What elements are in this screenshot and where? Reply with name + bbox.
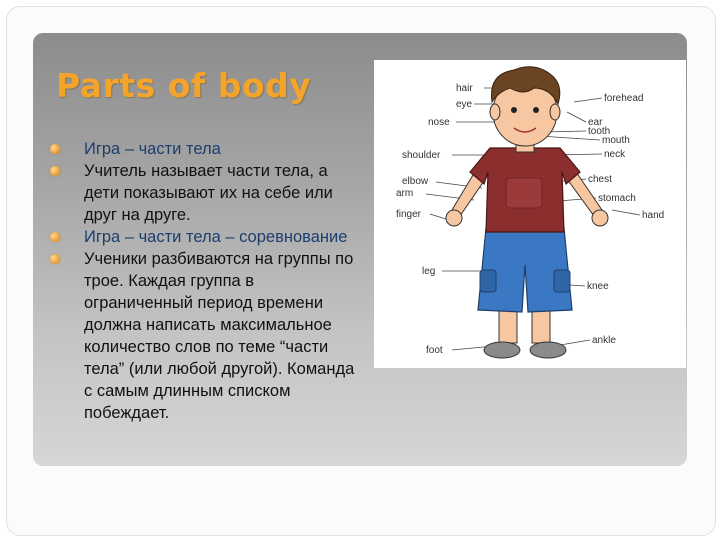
bullet-marker-icon <box>50 232 60 242</box>
label-forehead: forehead <box>604 93 644 104</box>
bullet-text: Учитель называет части тела, а дети показывают их на себе или друг на друге. <box>84 162 333 224</box>
label-eye: eye <box>456 99 473 110</box>
label-mouth: mouth <box>602 135 630 146</box>
bullet-marker-icon <box>50 144 60 154</box>
label-shoulder: shoulder <box>402 150 441 161</box>
label-chest: chest <box>588 174 612 185</box>
slide-title: Parts of body <box>56 66 312 105</box>
bullet-text: Игра – части тела – соревнование <box>84 228 348 246</box>
label-hand: hand <box>642 210 665 221</box>
label-knee: knee <box>587 281 609 292</box>
label-ankle: ankle <box>592 335 616 346</box>
label-nose: nose <box>428 117 450 128</box>
label-ear: ear <box>588 117 603 128</box>
label-hair: hair <box>456 83 473 94</box>
body-parts-diagram <box>374 60 686 368</box>
boy-illustration <box>374 60 686 368</box>
label-elbow: elbow <box>402 176 429 187</box>
bullet-item <box>48 138 356 160</box>
label-stomach: stomach <box>598 193 636 204</box>
bullet-list <box>48 138 356 424</box>
label-arm: arm <box>396 188 414 199</box>
label-finger: finger <box>396 209 422 220</box>
bullet-item <box>48 248 356 424</box>
label-foot: foot <box>426 345 443 356</box>
bullet-text: Ученики разбиваются на группы по трое. Каждая группа в ограниченный период времени должна написать максимальное количество слов по теме “части тела” (или любой другой). Команда с самым длинным списком побеждает. <box>84 250 355 422</box>
label-tooth: tooth <box>588 126 611 137</box>
bullet-text: Игра – части тела <box>84 140 221 158</box>
label-neck: neck <box>604 149 626 160</box>
bullet-item <box>48 226 356 248</box>
bullet-marker-icon <box>50 166 60 176</box>
bullet-marker-icon <box>50 254 60 264</box>
bullet-item <box>48 160 356 226</box>
label-leg: leg <box>422 266 436 277</box>
